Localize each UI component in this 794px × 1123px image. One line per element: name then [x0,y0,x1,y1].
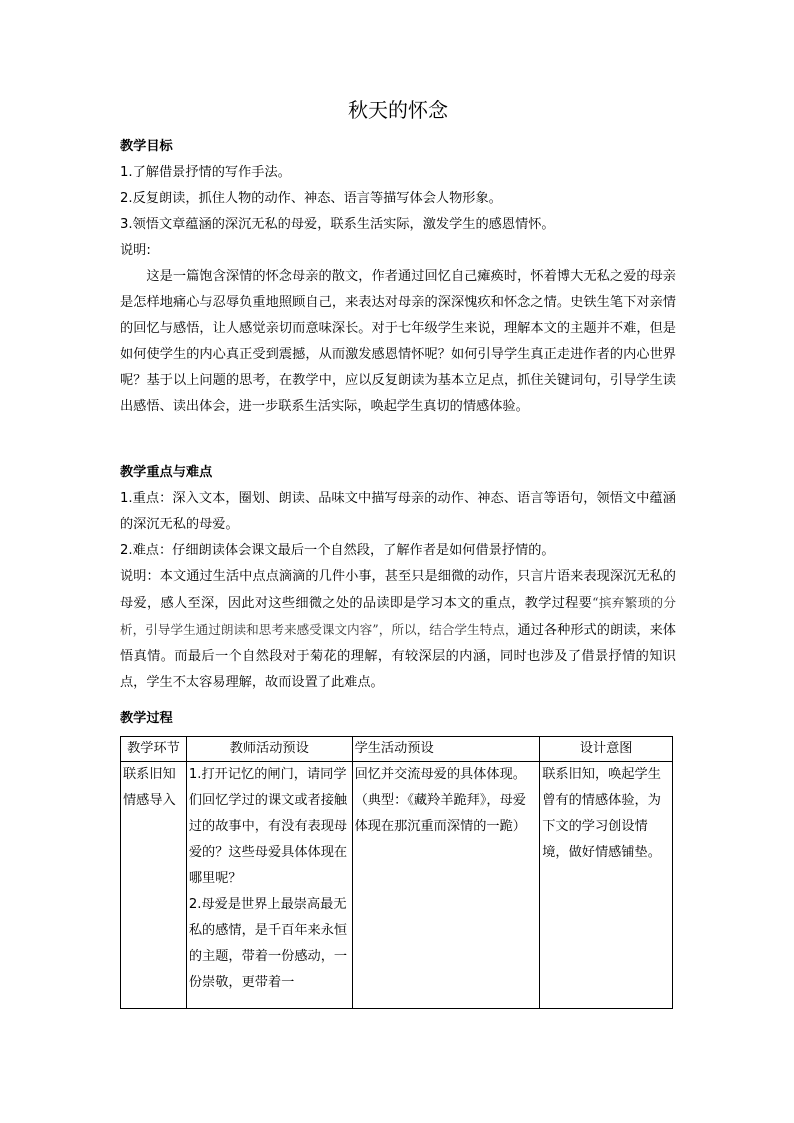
table-row [121,762,673,1009]
goal-item: 3.领悟文章蕴涵的深沉无私的母爱，联系生活实际，激发学生的感恩情怀。 [120,217,555,232]
process-heading: 教学过程 [120,711,173,726]
goals-heading: 教学目标 [120,139,173,154]
header-teacher: 教师活动预设 [186,737,352,762]
key-point: 1.重点：深入文本，圈划、朗读、品味文中描写母亲的动作、神态、语言等语句，领悟文中蕴涵的深沉无私的母爱。 [120,491,676,532]
key-note-quote: “摈弃繁琐的分析，引导学生通过朗读和思考来感受课文内容”，所以，结合学生特点， [120,595,676,637]
document-title: 秋天的怀念 [348,98,448,122]
key-note-after: 通过各种形式的朗读，来体悟真情。而最后一个自然段对于菊花的理解，有较深层的内涵，同时也涉及了借景抒情的知识点，学生不太容易理解，故而设置了此难点。 [120,623,676,690]
header-stage: 教学环节 [121,737,187,762]
cell-student: 回忆并交流母爱的具体体现。（典型：《藏羚羊跪拜》，母爱体现在那沉重而深情的一跪） [352,762,540,1009]
note-label: 说明: [120,243,151,258]
process-table [120,736,673,1009]
goal-item: 2.反复朗读，抓住人物的动作、神态、语言等描写体会人物形象。 [120,191,502,206]
header-intent: 设计意图 [540,737,673,762]
key-note [120,564,676,696]
note-paragraph [120,264,676,420]
key-note-before: 说明：本文通过生活中点点滴滴的几件小事，甚至只是细微的动作，只言片语来表现深沉无私的母爱，感人至深，因此对这些细微之处的品读即是学习本文的重点，教学过程要 [120,569,676,611]
cell-stage: 联系旧知情感导入 [121,762,187,1009]
teacher-activity-1: 1.打开记忆的闸门，请同学们回忆学过的课文或者接触过的故事中，有没有表现母爱的？这些母爱具体体现在哪里呢？ [188,767,348,886]
note-paragraph-text: 这是一篇饱含深情的怀念母亲的散文，作者通过回忆自己瘫痪时，怀着博大无私之爱的母亲是怎样地痛心与忍辱负重地照顾自己，来表达对母亲的深深愧疚和怀念之情。史铁生笔下对亲情的回忆与感悟，让人感觉亲切而意味深长。对于七年级学生来说，理解本文的主题并不难，但是如何使学生的内心真正受到震撼，从而激发感恩情怀呢？如何引导学生真正走进作者的内心世界呢？基于以上问题的思考，在教学中，应以反复朗读为基本立足点，抓住关键词句，引导学生读出感悟、读出体会，进一步联系生活实际，唤起学生真切的情感体验。 [120,269,676,414]
header-student: 学生活动预设 [352,737,540,762]
difficulty: 2.难点：仔细朗读体会课文最后一个自然段，了解作者是如何借景抒情的。 [120,543,555,558]
cell-intent: 联系旧知，唤起学生曾有的情感体验，为下文的学习创设情境，做好情感铺垫。 [540,762,673,1009]
table-header-row [121,737,673,762]
cell-teacher [186,762,352,1009]
key-heading: 教学重点与难点 [120,465,213,480]
teacher-activity-2: 2.母爱是世界上最崇高最无私的感情，是千百年来永恒的主题，带着一份感动，一份崇敬，更带着一 [188,897,348,990]
goal-item: 1.了解借景抒情的写作手法。 [120,165,291,180]
